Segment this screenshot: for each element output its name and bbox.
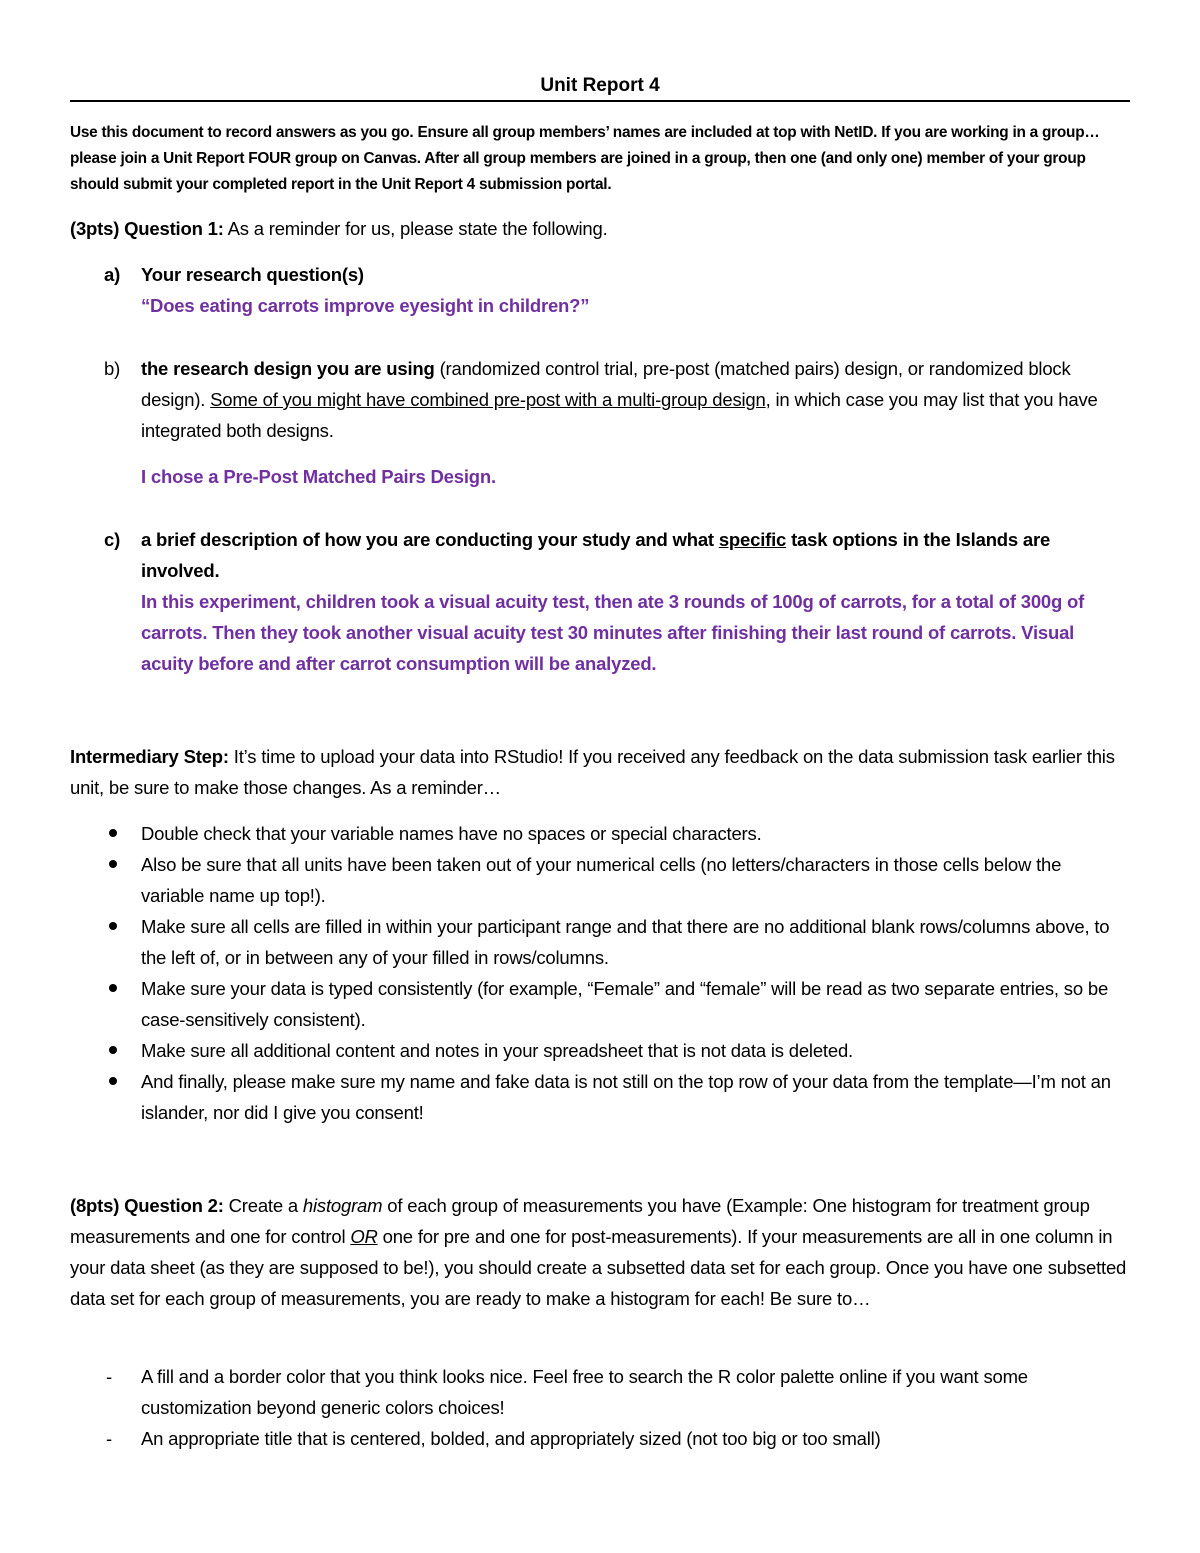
question-1a-label: Your research question(s)	[141, 264, 364, 285]
question-1c-marker: c)	[104, 529, 121, 550]
list-item	[70, 1423, 1130, 1454]
list-item	[70, 973, 1130, 1035]
question-2	[70, 1190, 1130, 1314]
dash-marker: -	[106, 1366, 112, 1387]
question-1b-text	[141, 353, 1126, 446]
list-item	[70, 849, 1130, 911]
bullet-icon	[109, 1046, 117, 1054]
instructions-paragraph: Use this document to record answers as you go. Ensure all group members’ names are included at top with NetID. If you are working in a group…please join a Unit Report FOUR group on Canvas. After all group members are joined in a group, then one (and only one) member of your group should submit your completed report in the Unit Report 4 submission portal.	[70, 124, 1100, 193]
list-item-text: An appropriate title that is centered, bolded, and appropriately sized (not too big or too small)	[141, 1428, 881, 1449]
list-item	[70, 1361, 1130, 1423]
question-1c-label-part1: a brief description of how you are conducting your study and what	[141, 529, 719, 550]
question-2-text-part1: Create a	[223, 1195, 303, 1216]
question-1b-label: the research design you are using	[141, 358, 435, 379]
intermediary-step	[70, 741, 1130, 803]
question-1a-answer: “Does eating carrots improve eyesight in children?”	[141, 295, 590, 316]
question-1a-marker: a)	[104, 264, 121, 285]
question-1b-answer: I chose a Pre-Post Matched Pairs Design.	[141, 466, 496, 487]
intermediary-label: Intermediary Step:	[70, 746, 229, 767]
list-item	[70, 818, 1130, 849]
question-1b-underlined: Some of you might have combined pre-post with a multi-group design	[210, 389, 766, 410]
question-1b-text-part1: (randomized control trial, pre-post (matched pairs) design, or randomized block design).	[141, 358, 1071, 410]
list-item	[70, 1066, 1130, 1128]
page-title: Unit Report 4	[540, 75, 660, 96]
question-1c-answer: In this experiment, children took a visual acuity test, then ate 3 rounds of 100g of carrots, for a total of 300g of carrots. Then they took another visual acuity test 30 minutes after finishing their last round of carrots. Visual acuity before and after carrot consumption will be analyzed.	[141, 591, 1085, 674]
question-1c	[70, 524, 1130, 679]
dash-marker: -	[106, 1428, 112, 1449]
question-1c-underlined: specific	[718, 529, 787, 550]
list-item-text: And finally, please make sure my name and fake data is not still on the top row of your data from the template—I’m not an islander, nor did I give you consent!	[141, 1071, 1111, 1123]
title-rule	[70, 100, 1130, 102]
bullet-icon	[109, 984, 117, 992]
question-1c-label	[141, 524, 1126, 586]
bullet-icon	[109, 922, 117, 930]
question-2-or: OR	[350, 1226, 378, 1247]
question-1-label: (3pts) Question 1:	[70, 218, 224, 239]
list-item-text: Double check that your variable names have no spaces or special characters.	[141, 823, 762, 844]
list-item-text: Make sure your data is typed consistently (for example, “Female” and “female” will be read as two separate entries, so be case-sensitively consistent).	[141, 978, 1109, 1030]
question-1	[70, 213, 1130, 244]
question-1b-marker: b)	[104, 358, 121, 379]
question-2-italic: histogram	[302, 1195, 383, 1216]
question-1c-label-part2: task options in the Islands are involved.	[141, 529, 1051, 581]
question-1-prompt: As a reminder for us, please state the following.	[223, 218, 608, 239]
list-item	[70, 911, 1130, 973]
question-2-text-part3: one for pre and one for post-measurements). If your measurements are all in one column in your data sheet (as they are supposed to be!), you should create a subsetted data set for each group. Once you have one subsetted data set for each group of measurements, you are ready to make a histogram for each! Be sure to…	[70, 1226, 1127, 1309]
bullet-icon	[109, 860, 117, 868]
list-item-text: Also be sure that all units have been taken out of your numerical cells (no letters/characters in those cells below the variable name up top!).	[141, 854, 1062, 906]
list-item-text: Make sure all additional content and notes in your spreadsheet that is not data is deleted.	[141, 1040, 853, 1061]
list-item-text: Make sure all cells are filled in within your participant range and that there are no additional blank rows/columns above, to the left of, or in between any of your filled in rows/columns.	[141, 916, 1110, 968]
question-2-text-part2: of each group of measurements you have (Example: One histogram for treatment group measurements and one for control	[70, 1195, 1090, 1247]
intermediary-text: It’s time to upload your data into RStudio! If you received any feedback on the data submission task earlier this unit, be sure to make those changes. As a reminder…	[70, 746, 1115, 798]
bullet-icon	[109, 1077, 117, 1085]
question-1a	[70, 259, 1130, 321]
question-1b-text-part2: , in which case you may list that you have integrated both designs.	[141, 389, 1098, 441]
list-item	[70, 1035, 1130, 1066]
list-item-text: A fill and a border color that you think looks nice. Feel free to search the R color palette online if you want some customization beyond generic colors choices!	[141, 1366, 1028, 1418]
bullet-icon	[109, 829, 117, 837]
question-1b	[70, 353, 1130, 492]
question-2-label: (8pts) Question 2:	[70, 1195, 224, 1216]
